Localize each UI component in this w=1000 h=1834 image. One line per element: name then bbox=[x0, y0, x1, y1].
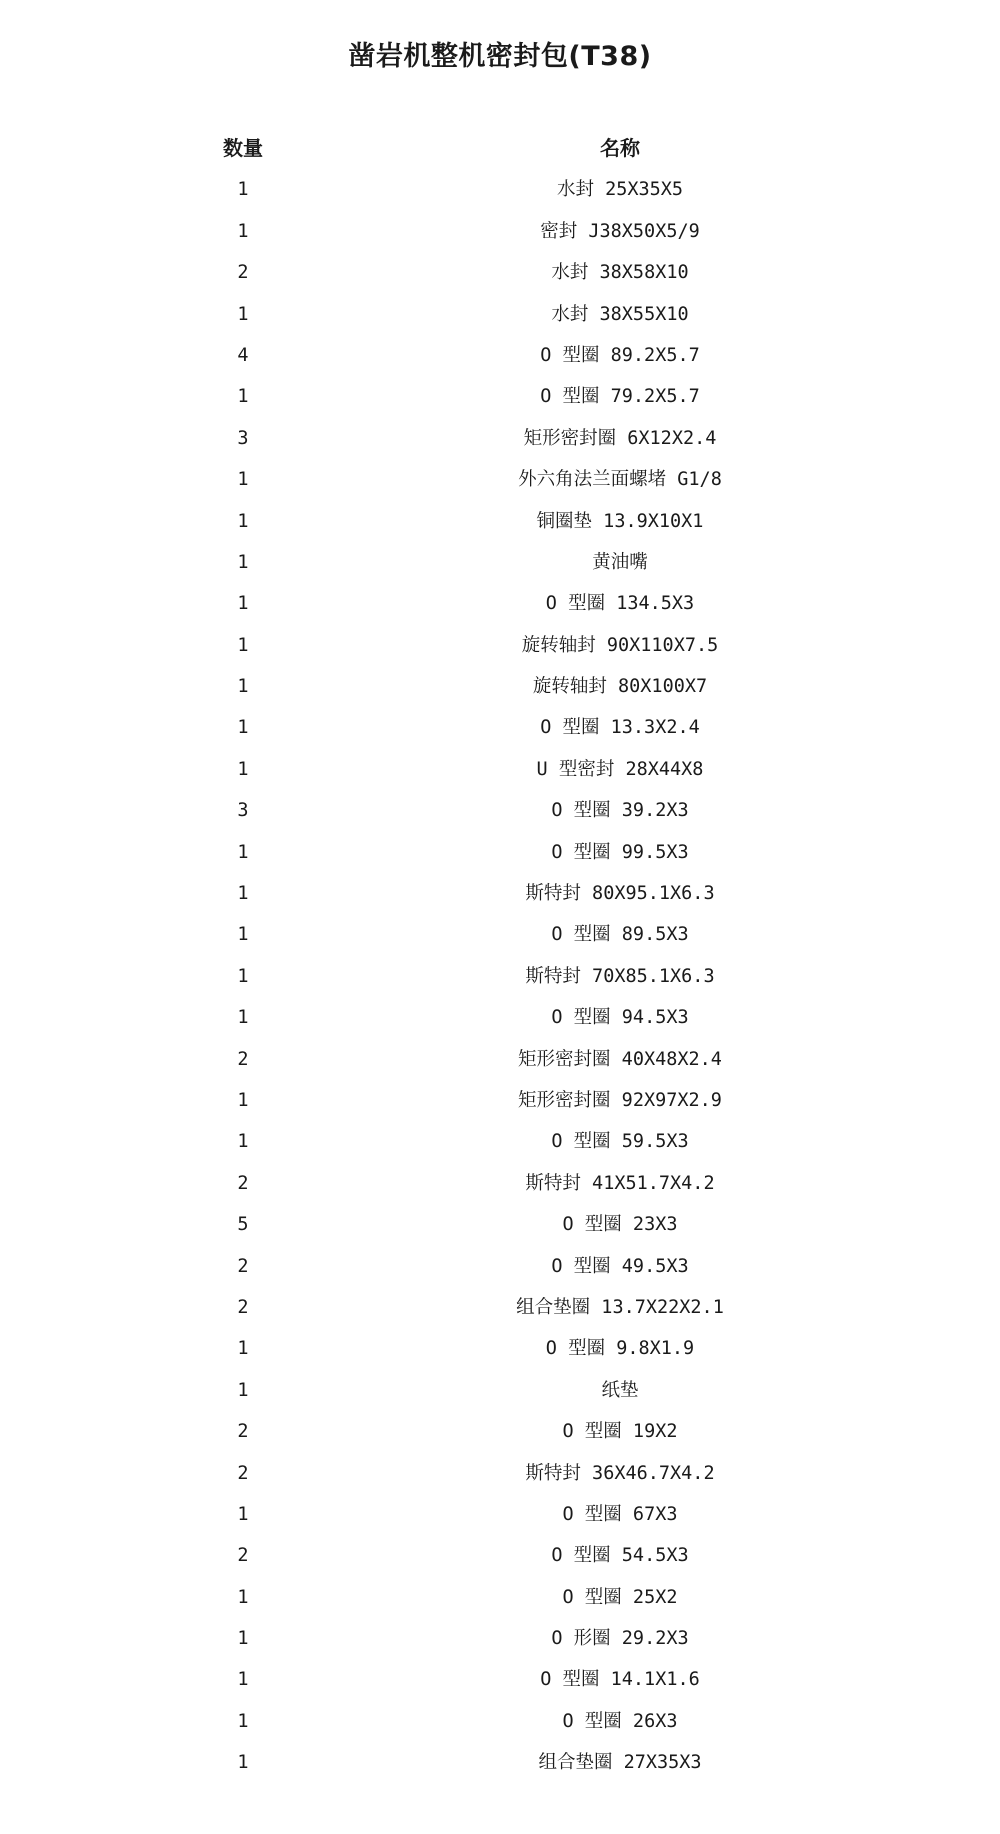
row-quantity: 1 bbox=[237, 841, 249, 863]
document-title: 凿岩机整机密封包(T38) bbox=[348, 41, 652, 72]
row-quantity: 1 bbox=[237, 1007, 249, 1029]
table-row bbox=[0, 1246, 1000, 1287]
row-quantity: 1 bbox=[237, 510, 249, 532]
row-name: U 型密封 28X44X8 bbox=[536, 758, 704, 780]
table-row bbox=[0, 1080, 1000, 1121]
row-quantity: 2 bbox=[237, 1048, 249, 1070]
table-row bbox=[0, 873, 1000, 914]
row-quantity: 1 bbox=[237, 593, 249, 615]
table-row bbox=[0, 1204, 1000, 1245]
row-quantity: 1 bbox=[237, 1503, 249, 1525]
row-name: O 型圈 19X2 bbox=[562, 1421, 678, 1443]
table-row bbox=[0, 1163, 1000, 1204]
row-name: O 型圈 89.5X3 bbox=[551, 924, 689, 946]
row-name: O 形圈 29.2X3 bbox=[551, 1628, 689, 1650]
row-quantity: 1 bbox=[237, 1628, 249, 1650]
table-row bbox=[0, 501, 1000, 542]
row-name: O 型圈 9.8X1.9 bbox=[545, 1338, 695, 1360]
row-name: O 型圈 23X3 bbox=[562, 1214, 678, 1236]
table-row bbox=[0, 211, 1000, 252]
row-name: O 型圈 25X2 bbox=[562, 1586, 678, 1608]
row-quantity: 1 bbox=[237, 1710, 249, 1732]
row-name: 旋转轴封 90X110X7.5 bbox=[521, 634, 719, 656]
row-quantity: 1 bbox=[237, 220, 249, 242]
parts-table bbox=[0, 128, 1000, 1784]
row-name: O 型圈 26X3 bbox=[562, 1710, 678, 1732]
table-row bbox=[0, 1618, 1000, 1659]
row-name: O 型圈 54.5X3 bbox=[551, 1545, 689, 1567]
row-name: 矩形密封圈 92X97X2.9 bbox=[518, 1089, 722, 1111]
row-name: O 型圈 79.2X5.7 bbox=[540, 386, 700, 408]
row-name: 水封 38X55X10 bbox=[551, 303, 689, 325]
row-name: 矩形密封圈 40X48X2.4 bbox=[518, 1048, 722, 1070]
table-row bbox=[0, 1411, 1000, 1452]
table-row bbox=[0, 956, 1000, 997]
row-quantity: 1 bbox=[237, 179, 249, 201]
row-name: 斯特封 36X46.7X4.2 bbox=[525, 1462, 715, 1484]
table-row bbox=[0, 914, 1000, 955]
table-row bbox=[0, 169, 1000, 210]
row-quantity: 2 bbox=[237, 1421, 249, 1443]
row-name: 旋转轴封 80X100X7 bbox=[532, 676, 708, 698]
table-row bbox=[0, 832, 1000, 873]
row-quantity: 2 bbox=[237, 262, 249, 284]
table-row bbox=[0, 1742, 1000, 1783]
row-name: 矩形密封圈 6X12X2.4 bbox=[523, 427, 717, 449]
row-name: O 型圈 39.2X3 bbox=[551, 800, 689, 822]
table-row bbox=[0, 459, 1000, 500]
row-quantity: 1 bbox=[237, 303, 249, 325]
row-name: 斯特封 70X85.1X6.3 bbox=[525, 965, 715, 987]
row-quantity: 2 bbox=[237, 1255, 249, 1277]
row-quantity: 1 bbox=[237, 469, 249, 491]
row-quantity: 2 bbox=[237, 1545, 249, 1567]
row-quantity: 1 bbox=[237, 1752, 249, 1774]
row-name: 组合垫圈 13.7X22X2.1 bbox=[516, 1296, 724, 1318]
row-quantity: 3 bbox=[237, 427, 249, 449]
row-quantity: 1 bbox=[237, 1338, 249, 1360]
row-name: 纸垫 bbox=[601, 1379, 639, 1401]
table-row bbox=[0, 707, 1000, 748]
row-name: O 型圈 99.5X3 bbox=[551, 841, 689, 863]
table-row bbox=[0, 335, 1000, 376]
row-quantity: 1 bbox=[237, 758, 249, 780]
row-quantity: 2 bbox=[237, 1172, 249, 1194]
table-row bbox=[0, 1328, 1000, 1369]
row-quantity: 5 bbox=[237, 1214, 249, 1236]
row-name: O 型圈 14.1X1.6 bbox=[540, 1669, 700, 1691]
table-row bbox=[0, 1121, 1000, 1162]
row-name: 铜圈垫 13.9X10X1 bbox=[536, 510, 704, 532]
row-quantity: 4 bbox=[237, 344, 249, 366]
row-quantity: 1 bbox=[237, 1131, 249, 1153]
row-quantity: 2 bbox=[237, 1462, 249, 1484]
table-row bbox=[0, 542, 1000, 583]
table-row bbox=[0, 1287, 1000, 1328]
row-quantity: 1 bbox=[237, 1669, 249, 1691]
table-row bbox=[0, 1577, 1000, 1618]
row-name: O 型圈 59.5X3 bbox=[551, 1131, 689, 1153]
table-row bbox=[0, 625, 1000, 666]
row-name: 水封 38X58X10 bbox=[551, 262, 689, 284]
row-quantity: 1 bbox=[237, 965, 249, 987]
row-quantity: 1 bbox=[237, 1379, 249, 1401]
table-row bbox=[0, 1370, 1000, 1411]
table-header-row bbox=[0, 128, 1000, 169]
table-row bbox=[0, 1535, 1000, 1576]
row-quantity: 1 bbox=[237, 634, 249, 656]
table-row bbox=[0, 1701, 1000, 1742]
row-name: O 型圈 94.5X3 bbox=[551, 1007, 689, 1029]
row-quantity: 1 bbox=[237, 1586, 249, 1608]
row-name: O 型圈 134.5X3 bbox=[545, 593, 695, 615]
table-row bbox=[0, 666, 1000, 707]
row-name: O 型圈 49.5X3 bbox=[551, 1255, 689, 1277]
row-quantity: 1 bbox=[237, 386, 249, 408]
row-quantity: 1 bbox=[237, 717, 249, 739]
row-name: 水封 25X35X5 bbox=[556, 179, 684, 201]
row-quantity: 1 bbox=[237, 551, 249, 573]
table-row bbox=[0, 1453, 1000, 1494]
table-body bbox=[0, 169, 1000, 1783]
table-row bbox=[0, 583, 1000, 624]
row-name: 黄油嘴 bbox=[592, 551, 648, 573]
row-quantity: 1 bbox=[237, 676, 249, 698]
row-name: O 型圈 13.3X2.4 bbox=[540, 717, 700, 739]
row-name: O 型圈 67X3 bbox=[562, 1503, 678, 1525]
row-name: 斯特封 80X95.1X6.3 bbox=[525, 883, 715, 905]
table-row bbox=[0, 252, 1000, 293]
table-row bbox=[0, 418, 1000, 459]
row-name: 斯特封 41X51.7X4.2 bbox=[525, 1172, 715, 1194]
row-quantity: 3 bbox=[237, 800, 249, 822]
table-row bbox=[0, 749, 1000, 790]
table-row bbox=[0, 1039, 1000, 1080]
row-quantity: 2 bbox=[237, 1296, 249, 1318]
table-row bbox=[0, 790, 1000, 831]
row-quantity: 1 bbox=[237, 924, 249, 946]
row-quantity: 1 bbox=[237, 883, 249, 905]
header-name: 名称 bbox=[600, 136, 640, 160]
row-name: 密封 J38X50X5/9 bbox=[540, 220, 700, 242]
table-row bbox=[0, 1659, 1000, 1700]
table-row bbox=[0, 294, 1000, 335]
row-name: O 型圈 89.2X5.7 bbox=[540, 344, 700, 366]
row-quantity: 1 bbox=[237, 1089, 249, 1111]
table-row bbox=[0, 997, 1000, 1038]
table-row bbox=[0, 1494, 1000, 1535]
table-row bbox=[0, 376, 1000, 417]
row-name: 组合垫圈 27X35X3 bbox=[538, 1752, 702, 1774]
header-quantity: 数量 bbox=[223, 136, 263, 160]
row-name: 外六角法兰面螺堵 G1/8 bbox=[518, 469, 722, 491]
